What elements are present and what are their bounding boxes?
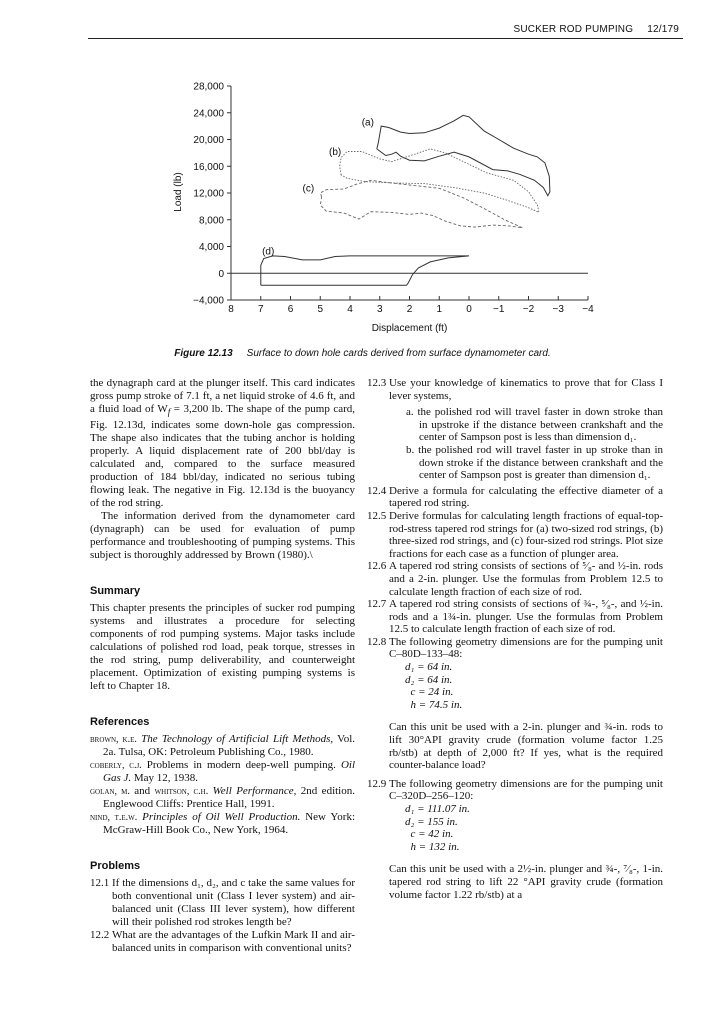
x-tick-label: 5 bbox=[317, 304, 324, 315]
figure-caption bbox=[0, 348, 725, 359]
y-tick-label: 24,000 bbox=[193, 108, 224, 120]
y-axis-label: Load (lb) bbox=[173, 172, 184, 212]
problem-number: 12.9 bbox=[367, 777, 387, 790]
figure-caption-text: Surface to down hole cards derived from surface dynamometer card. bbox=[246, 348, 551, 359]
references-heading: References bbox=[90, 716, 150, 729]
x-tick-label: −4 bbox=[582, 304, 594, 315]
problem-item bbox=[367, 636, 663, 772]
x-tick-label: −1 bbox=[493, 304, 505, 315]
problem-subitem: b. the polished rod will travel faster in up stroke than in down stroke if the distance between crankshaft and the center of Sampson post is greater than dimension d₁. bbox=[406, 443, 663, 482]
ref-author: nind, t.e.w. bbox=[90, 812, 138, 824]
equation: c = 24 in. bbox=[405, 686, 454, 699]
x-tick-label: 6 bbox=[287, 304, 294, 315]
problem-item bbox=[367, 778, 663, 901]
x-tick-label: −3 bbox=[552, 304, 564, 315]
para1-text: the dynagraph card at the plunger itself. This card indicates gross pump stroke of 7.1 ft, a net liquid stroke of 4.6 ft, and a fluid load of W bbox=[90, 377, 355, 415]
series-label: (c) bbox=[302, 183, 315, 195]
page-number: 12/179 bbox=[647, 24, 679, 35]
y-tick-label: 28,000 bbox=[193, 81, 224, 93]
problem-item bbox=[367, 485, 663, 510]
problem-item bbox=[367, 598, 663, 636]
problem-text: What are the advantages of the Lufkin Mark II and air-balanced units in comparison with conventional units? bbox=[112, 929, 355, 955]
problem-number: 12.3 bbox=[367, 377, 387, 389]
equation: d₁ = 64 in. bbox=[405, 661, 453, 674]
y-tick-label: −4,000 bbox=[193, 295, 224, 307]
series-curve-c bbox=[320, 180, 522, 228]
y-tick-label: 20,000 bbox=[193, 135, 224, 146]
equation: d₂ = 155 in. bbox=[405, 815, 458, 828]
para1-subscript: f bbox=[167, 407, 171, 418]
problem-text: Use your knowledge of kinematics to prove that for Class I lever systems, bbox=[389, 377, 663, 402]
problem-text: If the dimensions d₁, d₂, and c take the same values for both conventional unit (Class I lever system) and air-balanced unit (Class III lever system), how different will their polished rod strokes length be? bbox=[112, 877, 355, 929]
x-tick-label: 8 bbox=[228, 304, 234, 315]
reference-item bbox=[90, 733, 355, 759]
problem-number: 12.7 bbox=[367, 598, 387, 611]
problem-item bbox=[367, 560, 663, 598]
ref-rest: May 12, 1938. bbox=[131, 772, 199, 785]
x-axis-label: Displacement (ft) bbox=[371, 323, 448, 334]
left-column bbox=[90, 377, 355, 955]
x-tick-label: 2 bbox=[406, 304, 413, 315]
equation: h = 132 in. bbox=[405, 840, 460, 853]
y-tick-label: 8,000 bbox=[198, 215, 224, 227]
x-tick-label: 0 bbox=[466, 304, 472, 315]
ref-author: brown, k.e. bbox=[90, 734, 137, 746]
ref-title: The Technology of Artificial Lift Methods, bbox=[141, 733, 334, 746]
ref-title: Principles of Oil Well Production. bbox=[142, 811, 301, 824]
ref-pre: Problems in modern deep-well pumping. bbox=[141, 759, 341, 772]
x-tick-label: 3 bbox=[376, 304, 383, 315]
x-tick-label: −2 bbox=[522, 304, 535, 315]
problem-text: A tapered rod string consists of sections of ⁵⁄₈- and ½-in. rods and a 2-in. plunger. Use the formulas from Problem 12.5 to calculate length fraction of each size of rod. bbox=[389, 560, 663, 598]
ref-and: and bbox=[129, 785, 155, 798]
series-curve-a bbox=[377, 115, 550, 195]
para1-rest: = 3,200 lb. The shape of the pump card, Fig. 12.13d, indicates some down-hole gas compression. The shape also indicates that the tubing anchor is holding properly. A liquid displacement rate of 200 bbl/day is calculated and, compared to the surface measured production of 184 bbl/day, indicated no serious tubing flowing leak. The negative in Fig. 12.13d is the buoyancy of the rod string. bbox=[90, 403, 355, 510]
equation-block bbox=[405, 803, 663, 853]
x-tick-label: 7 bbox=[257, 304, 264, 315]
summary-text: This chapter presents the principles of sucker rod pumping systems and illustrates a procedure for selecting components of rod pumping systems. Major tasks include calculations of polished rod load, peak torque, stresses in the rod string, pump deliverability, and counterweight placement. Optimization of existing pumping systems is left to Chapter 18. bbox=[90, 602, 355, 693]
y-tick-label: 16,000 bbox=[193, 161, 224, 173]
reference-item bbox=[90, 759, 355, 785]
problem-number: 12.2 bbox=[90, 929, 110, 942]
equation: c = 42 in. bbox=[405, 828, 454, 841]
problem-text: A tapered rod string consists of sections of ¾-, ⁵⁄₈-, and ½-in. rods and a 1¾-in. plunger. Use the formulas from Problem 12.5 to calculate length fraction of each size of rod. bbox=[389, 598, 663, 636]
y-tick-label: 4,000 bbox=[198, 242, 224, 253]
reference-item bbox=[90, 785, 355, 811]
problem-number: 12.6 bbox=[367, 560, 387, 573]
figure-label: Figure 12.13 bbox=[174, 348, 233, 359]
summary-heading: Summary bbox=[90, 585, 141, 598]
problem-text: Derive formulas for calculating length fractions of equal-top-rod-stress tapered rod strings for (a) two-sized rod strings, (b) three-sized rod strings, and (c) four-sized rod strings. Plot size fractions for each case as a function of plunger area. bbox=[389, 509, 663, 560]
series-label: (b) bbox=[329, 147, 342, 159]
equation-block bbox=[405, 661, 663, 711]
body-paragraph-2: The information derived from the dynamometer card (dynagraph) can be used for evaluation of pump performance and troubleshooting of pumping systems. This subject is thoroughly addressed by Brown (1980).\ bbox=[90, 510, 355, 562]
problem-number: 12.1 bbox=[90, 877, 110, 890]
ref-title: Well Performance, bbox=[212, 785, 297, 798]
problem-item bbox=[367, 377, 663, 482]
problem-question: Can this unit be used with a 2½-in. plunger and ¾-, ⁷⁄₈-, 1-in. tapered rod string to lift 22 °API gravity crude (formation volume factor 1.22 rb/stb) at a bbox=[389, 863, 663, 901]
ref-author: coberly, c.j. bbox=[90, 760, 142, 772]
ref-author: golan, m. bbox=[90, 786, 130, 798]
reference-item bbox=[90, 811, 355, 837]
series-curve-d bbox=[261, 256, 469, 285]
y-tick-label: 12,000 bbox=[193, 188, 224, 200]
equation: h = 74.5 in. bbox=[405, 698, 463, 711]
problem-item bbox=[90, 877, 355, 929]
problem-item bbox=[367, 510, 663, 560]
ref-rest: 2nd edition. Englewood Cliffs: Prentice Hall, 1991. bbox=[103, 785, 355, 811]
problem-question: Can this unit be used with a 2-in. plunger and ¾-in. rods to lift 30°API gravity crude (formation volume factor 1.25 rb/stb) at depth of 2,000 ft? If yes, what is the required counter-balance load? bbox=[389, 721, 663, 772]
problem-number: 12.5 bbox=[367, 509, 387, 522]
ref-title: Oil Gas J. bbox=[103, 759, 355, 785]
x-tick-label: 4 bbox=[347, 304, 353, 315]
problems-heading: Problems bbox=[90, 860, 141, 873]
equation: d₁ = 111.07 in. bbox=[405, 803, 470, 815]
x-tick-label: 1 bbox=[436, 304, 443, 315]
problem-text: The following geometry dimensions are for the pumping unit C–320D–256–120: bbox=[389, 777, 663, 803]
series-label: (a) bbox=[361, 117, 374, 129]
ref-author-2: whitson, c.h. bbox=[154, 786, 209, 798]
equation: d₂ = 64 in. bbox=[405, 673, 453, 686]
references-list bbox=[90, 733, 355, 837]
problem-number: 12.4 bbox=[367, 484, 387, 497]
problem-subitem: a. the polished rod will travel faster in down stroke than in upstroke if the distance between crankshaft and the center of Sampson post is less than dimension d₁. bbox=[406, 406, 663, 444]
y-tick-label: 0 bbox=[218, 268, 224, 280]
problem-number: 12.8 bbox=[367, 635, 387, 648]
problem-text: The following geometry dimensions are for the pumping unit C–80D–133–48: bbox=[389, 635, 663, 661]
body-paragraph-1 bbox=[90, 377, 355, 510]
running-title: SUCKER ROD PUMPING bbox=[513, 24, 634, 35]
problem-item bbox=[90, 929, 355, 955]
right-column bbox=[367, 377, 663, 901]
dynamometer-card-chart bbox=[0, 0, 725, 345]
ref-rest: Vol. 2a. Tulsa, OK: Petroleum Publishing Co., 1980. bbox=[103, 733, 355, 759]
ref-rest: New York: McGraw-Hill Book Co., New York, 1964. bbox=[103, 811, 355, 837]
series-label: (d) bbox=[262, 246, 275, 258]
problem-text: Derive a formula for calculating the effective diameter of a tapered rod string. bbox=[389, 484, 663, 510]
